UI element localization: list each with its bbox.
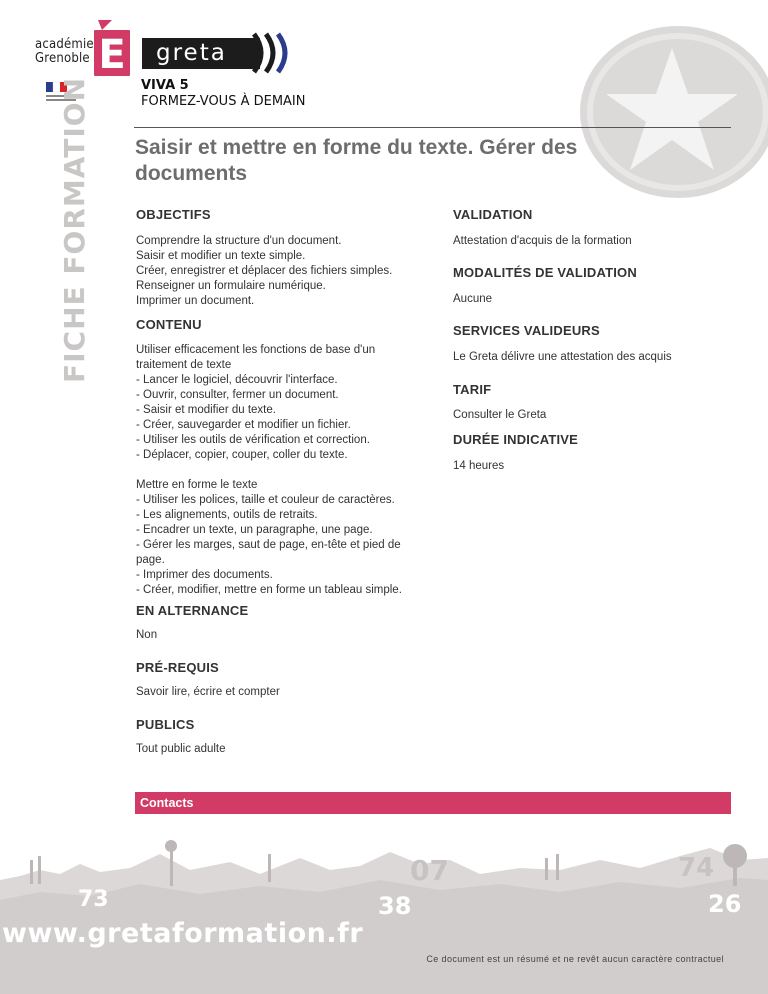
contenu-heading: CONTENU: [136, 317, 202, 332]
contenu-text: Utiliser efficacement les fonctions de base d'un traitement de texte - Lancer le logiciel, découvrir l'interface. - Ouvrir, consulter, fermer un document. - Saisir et modifier du texte. - Créer, sauvegarder et modifier un fichier. - Utiliser les outils de vérification et correction. - Déplacer, copier, couper, coller du texte. Mettre en forme le texte - Utiliser les polices, taille et couleur de caractères. - Les alignements, outils de retraits. - Encadrer un texte, un paragraphe, une page. - Gérer les marges, saut de page, en-tête et pied de page. - Imprimer des documents. - Créer, modifier, mettre en forme un tableau simple.: [136, 344, 402, 596]
footer-skyline: [0, 840, 768, 994]
tarif-text: Consulter le Greta: [453, 409, 547, 421]
modalites-text: Aucune: [453, 293, 493, 305]
chevrons-icon: [252, 32, 292, 74]
page-title: Saisir et mettre en forme du texte. Gérer des documents: [135, 136, 578, 185]
viva-label: VIVA 5: [141, 78, 189, 93]
services-heading: SERVICES VALIDEURS: [453, 323, 600, 338]
objectifs-heading: OBJECTIFS: [136, 207, 211, 222]
validation-text: Attestation d'acquis de la formation: [453, 235, 632, 247]
duree-text: 14 heures: [453, 460, 505, 472]
footer-number-26: 26: [708, 890, 742, 918]
contacts-bar: Contacts: [135, 792, 731, 814]
footer-number-38: 38: [378, 892, 412, 920]
e-academie-icon: [84, 18, 140, 78]
header-rule: [134, 127, 731, 128]
academie-line1: académie: [35, 37, 94, 52]
publics-heading: PUBLICS: [136, 717, 195, 732]
alternance-text: Non: [136, 629, 158, 641]
slogan: FORMEZ-VOUS À DEMAIN: [141, 94, 306, 109]
modalites-heading: MODALITÉS DE VALIDATION: [453, 265, 637, 280]
publics-text: Tout public adulte: [136, 743, 226, 755]
side-title: FICHE FORMATION: [58, 76, 91, 383]
footer-number-07: 07: [410, 854, 449, 887]
greta-logo: greta: [142, 38, 260, 69]
svg-text:E: E: [98, 32, 126, 78]
footer-url: www.gretaformation.fr: [2, 918, 364, 949]
footer-number-73: 73: [78, 887, 109, 912]
footer-number-74: 74: [678, 853, 715, 883]
duree-heading: DURÉE INDICATIVE: [453, 432, 579, 447]
footer-disclaimer: Ce document est un résumé et ne revêt aucun caractère contractuel: [426, 954, 724, 964]
prerequis-heading: PRÉ-REQUIS: [136, 660, 219, 675]
prerequis-text: Savoir lire, écrire et compter: [136, 686, 280, 698]
validation-heading: VALIDATION: [453, 207, 533, 222]
tarif-heading: TARIF: [453, 382, 492, 397]
alternance-heading: EN ALTERNANCE: [136, 603, 249, 618]
services-text: Le Greta délivre une attestation des acquis: [453, 351, 672, 363]
academie-line2: Grenoble: [35, 51, 90, 66]
objectifs-text: Comprendre la structure d'un document. Saisir et modifier un texte simple. Créer, enregistrer et déplacer des fichiers simples. Renseigner un formulaire numérique. Imprimer un document.: [136, 235, 393, 307]
